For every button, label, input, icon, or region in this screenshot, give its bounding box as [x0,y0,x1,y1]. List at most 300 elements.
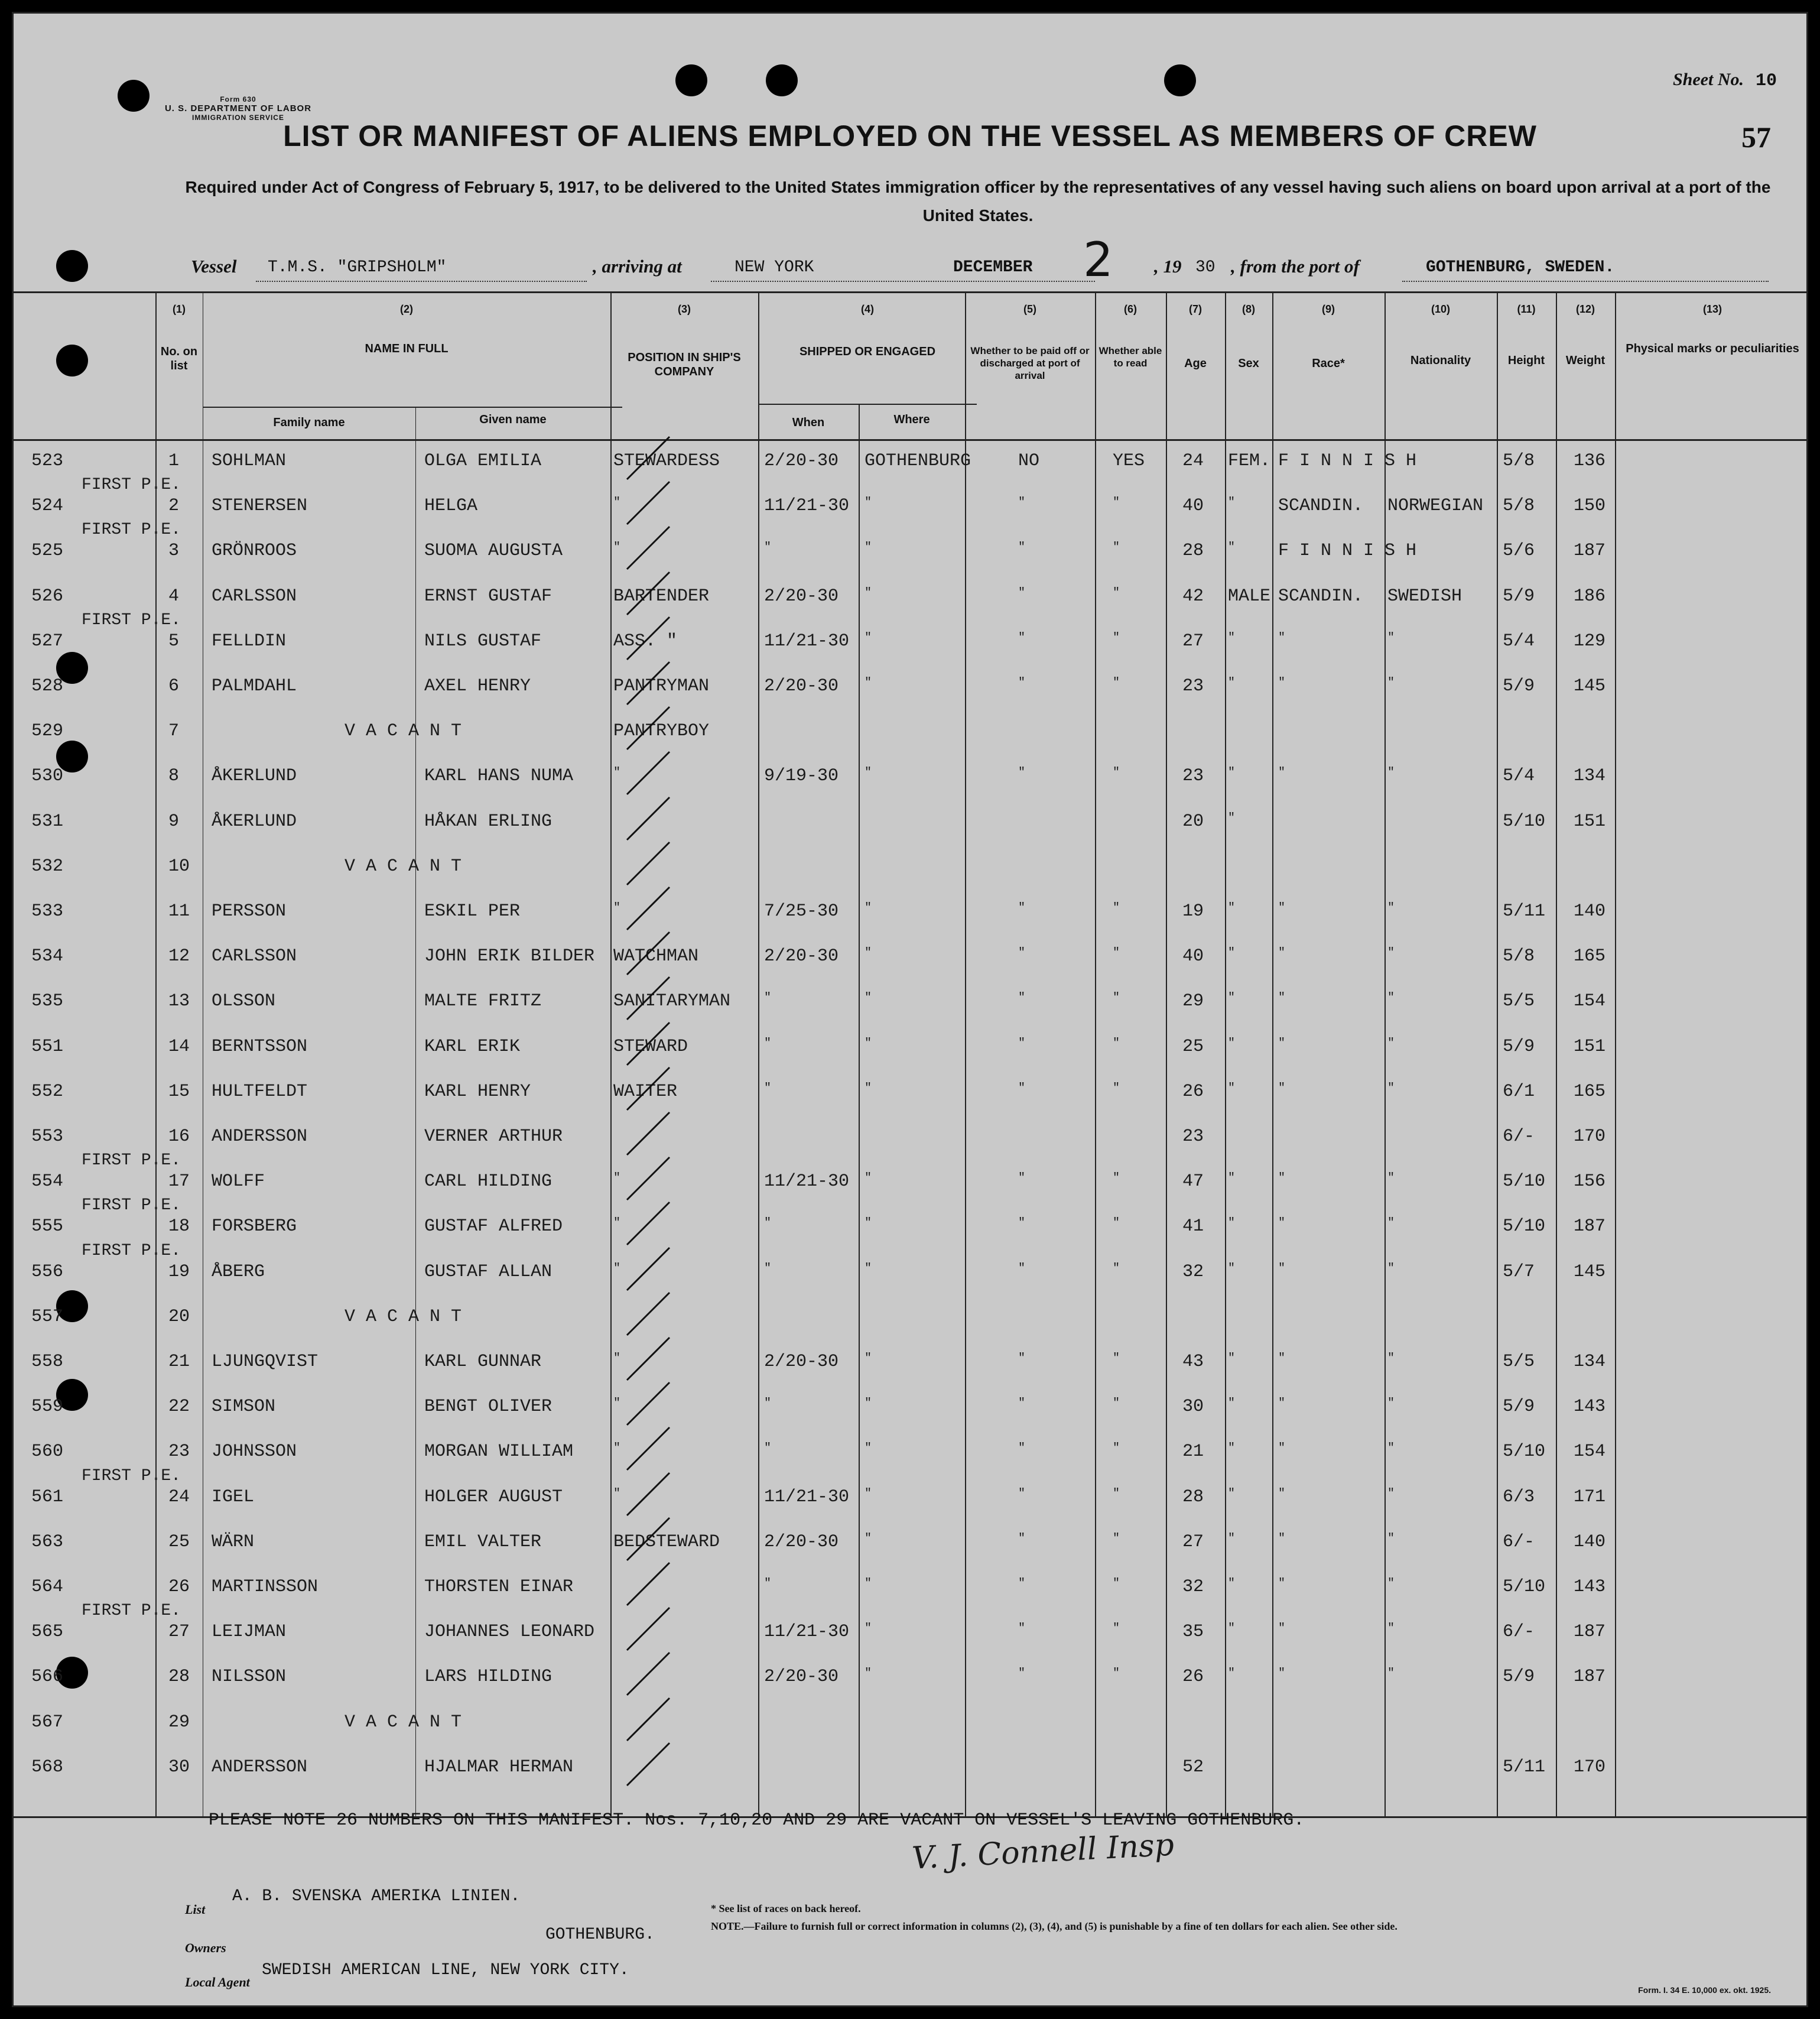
paid-off: " [1018,1397,1026,1411]
sex: " [1228,1036,1236,1050]
ref-number: 551 [31,1036,64,1057]
ref-number: 555 [31,1216,64,1237]
race-note: * See list of races on back hereof. [711,1903,861,1914]
ref-number: 559 [31,1397,64,1417]
race: " [1278,901,1286,915]
height: 5/10 [1503,1171,1546,1192]
list-number: 13 [168,991,190,1012]
weight: 187 [1574,1216,1606,1237]
weight: 187 [1574,541,1606,561]
race: " [1278,631,1286,645]
weight: 156 [1574,1171,1606,1192]
paid-off: " [1018,766,1026,780]
check-mark-icon [622,1739,675,1793]
ref-number: 554 [31,1171,64,1192]
table-row [14,611,1808,667]
list-number: 2 [168,496,180,517]
inspector-signature: V. J. Connell Insp [911,1827,1175,1877]
list-number: 23 [168,1442,190,1462]
shipped-when: 2/20-30 [764,586,839,606]
given-name: ERNST GUSTAF [424,586,552,606]
able-to-read: " [1113,1531,1120,1546]
shipped-when: " [764,1442,772,1456]
row-note: FIRST P.E. [82,1241,181,1260]
age: 23 [1182,766,1204,787]
age: 28 [1182,541,1204,561]
row-note: FIRST P.E. [82,521,181,540]
list-number: 18 [168,1216,190,1237]
list-number: 27 [168,1622,190,1643]
form-number: Form 630 [220,95,256,103]
table-row [14,521,1808,576]
age: 47 [1182,1171,1204,1192]
weight: 134 [1574,1352,1606,1372]
table-row [14,1602,1808,1657]
position: WAITER [613,1081,678,1102]
height: 5/9 [1503,1036,1535,1057]
sex: " [1228,901,1236,915]
height: 6/- [1503,1622,1535,1643]
paid-off: " [1018,676,1026,690]
table-row [14,1667,1808,1702]
given-name: JOHANNES LEONARD [424,1622,595,1643]
col4-label: SHIPPED OR ENGAGED [799,345,936,358]
position: " [613,1442,621,1456]
col12-num: (12) [1575,303,1595,315]
shipped-where: " [864,1216,872,1231]
table-row [14,1466,1808,1523]
page-number: 57 [1741,121,1771,154]
agency-line-1: U. S. DEPARTMENT OF LABOR [164,103,312,113]
position: " [613,1352,621,1365]
height: 5/9 [1503,586,1535,606]
vessel-name: T.M.S. "GRIPSHOLM" [268,258,447,277]
weight: 154 [1574,1442,1606,1462]
ref-number: 557 [31,1306,64,1327]
race: " [1278,946,1286,960]
position: STEWARD [613,1036,688,1057]
age: 35 [1182,1622,1204,1643]
ref-number: 531 [31,811,64,832]
shipped-when: " [764,1577,772,1590]
shipped-where: " [864,1261,872,1275]
height: 5/5 [1503,991,1535,1012]
shipped-when: " [764,1261,772,1275]
table-row [14,1151,1808,1207]
sex: " [1228,1261,1236,1275]
ref-number: 566 [31,1667,64,1687]
position: " [613,1261,621,1275]
family-name: V A C A N T [344,1712,462,1732]
form-reference: Form. I. 34 E. 10,000 ex. okt. 1925. [1638,1985,1771,1995]
col6-label: Whether able to read [1098,345,1162,369]
shipped-where: " [864,946,872,960]
table-row [14,476,1808,531]
shipped-where: " [864,1531,872,1546]
list-number: 1 [168,451,180,471]
height: 5/10 [1503,1577,1546,1597]
able-to-read: " [1113,1667,1120,1681]
nationality: " [1387,1577,1395,1590]
col4-when: When [792,416,825,429]
shipped-when: " [764,991,772,1005]
ref-number: 558 [31,1352,64,1372]
race: " [1278,1352,1286,1365]
sex: " [1228,766,1236,780]
table-row [14,991,1808,1027]
col8-label: Sex [1238,357,1259,370]
nationality: " [1387,1352,1395,1365]
race: " [1278,676,1286,690]
height: 6/- [1503,1531,1535,1552]
position: " [613,1216,621,1231]
col9-num: (9) [1322,303,1335,315]
sheet-label: Sheet No. [1672,70,1744,89]
ref-number: 529 [31,721,64,742]
nationality: " [1387,1397,1395,1411]
list-number: 21 [168,1352,190,1372]
col2-family: Family name [273,416,345,429]
sheet-number [1673,70,1777,91]
family-name: ÅBERG [212,1261,265,1282]
height: 5/8 [1503,496,1535,517]
race: " [1278,1486,1286,1501]
table-row [14,1082,1808,1117]
age: 21 [1182,1442,1204,1462]
page-subtitle: Required under Act of Congress of February 5, 1917, to be delivered to the United States immigration officer by the representatives of any vessel having such aliens on board upon arrival at a port of the United States. [185,178,1771,225]
position: " [613,1486,621,1501]
table-row [14,1196,1808,1252]
height: 6/3 [1503,1486,1535,1507]
weight: 143 [1574,1577,1606,1597]
list-number: 10 [168,856,190,877]
shipped-when: 2/20-30 [764,1667,839,1687]
weight: 151 [1574,1036,1606,1057]
given-name: KARL HENRY [424,1081,531,1102]
age: 26 [1182,1667,1204,1687]
weight: 187 [1574,1622,1606,1643]
given-name: KARL HANS NUMA [424,766,574,787]
paid-off: NO [1018,451,1040,471]
given-name: MORGAN WILLIAM [424,1442,574,1462]
race: " [1278,766,1286,780]
col11-num: (11) [1517,303,1536,315]
able-to-read: " [1113,1081,1120,1095]
punch-hole [118,80,150,112]
col4-num: (4) [861,303,874,315]
weight: 186 [1574,586,1606,606]
crew-table [14,291,1808,1852]
family-name: JOHNSSON [212,1442,297,1462]
shipped-where: " [864,496,872,510]
race: " [1278,1442,1286,1456]
col7-label: Age [1184,357,1207,370]
nationality: " [1387,766,1395,780]
agency-line-2: IMMIGRATION SERVICE [192,113,284,122]
list-number: 16 [168,1127,190,1147]
age: 40 [1182,496,1204,517]
paid-off: " [1018,496,1026,510]
shipped-when: 2/20-30 [764,1531,839,1552]
row-note: FIRST P.E. [82,1602,181,1621]
race: " [1278,1081,1286,1095]
family-name: HULTFELDT [212,1081,308,1102]
weight: 140 [1574,901,1606,921]
family-name: SIMSON [212,1397,276,1417]
shipped-when: " [764,1216,772,1231]
age: 27 [1182,631,1204,651]
arriving-port: NEW YORK [734,258,814,277]
table-row [14,721,1808,757]
col12-label: Weight [1565,354,1606,367]
height: 5/10 [1503,811,1546,832]
penalty-note: NOTE.—Failure to furnish full or correct information in columns (2), (3), (4), and (5) is punishable by a fine of ten dollars for each alien. See other side. [711,1920,1398,1932]
ref-number: 568 [31,1757,64,1777]
family-name: BERNTSSON [212,1036,308,1057]
row-note: FIRST P.E. [82,476,181,495]
list-number: 22 [168,1397,190,1417]
weight: 145 [1574,1261,1606,1282]
shipped-when: 11/21-30 [764,1622,850,1643]
able-to-read: " [1113,541,1120,555]
position: " [613,901,621,915]
weight: 165 [1574,1081,1606,1102]
shipped-when: 11/21-30 [764,631,850,651]
race: SCANDIN. [1278,496,1364,517]
given-name: SUOMA AUGUSTA [424,541,563,561]
nationality: " [1387,901,1395,915]
sex: FEM. [1228,451,1271,471]
age: 23 [1182,676,1204,696]
age: 30 [1182,1397,1204,1417]
nationality: " [1387,1261,1395,1275]
paid-off: " [1018,1352,1026,1365]
position: " [613,1171,621,1186]
shipped-where: " [864,991,872,1005]
weight: 129 [1574,631,1606,651]
given-name: HÅKAN ERLING [424,811,552,832]
height: 5/11 [1503,1757,1546,1777]
ref-number: 533 [31,901,64,921]
race: " [1278,1667,1286,1681]
list-number: 7 [168,721,180,742]
race: " [1278,1171,1286,1186]
height: 5/6 [1503,541,1535,561]
height: 5/10 [1503,1442,1546,1462]
age: 28 [1182,1486,1204,1507]
list-number: 5 [168,631,180,651]
col9-label: Race* [1312,357,1345,370]
age: 23 [1182,1127,1204,1147]
age: 43 [1182,1352,1204,1372]
shipped-where: " [864,1667,872,1681]
able-to-read: " [1113,991,1120,1005]
height: 5/10 [1503,1216,1546,1237]
paid-off: " [1018,991,1026,1005]
shipped-where: " [864,1397,872,1411]
sex: " [1228,1216,1236,1231]
sex: " [1228,1352,1236,1365]
race: " [1278,991,1286,1005]
able-to-read: " [1113,1352,1120,1365]
family-name: V A C A N T [344,856,462,877]
nationality: " [1387,991,1395,1005]
weight: 151 [1574,811,1606,832]
table-row [14,1577,1808,1612]
able-to-read: " [1113,1171,1120,1186]
given-name: LARS HILDING [424,1667,552,1687]
race: " [1278,1216,1286,1231]
race: " [1278,1531,1286,1546]
shipped-when: 11/21-30 [764,1486,850,1507]
page-title: LIST OR MANIFEST OF ALIENS EMPLOYED ON THE VESSEL AS MEMBERS OF CREW [283,119,1537,152]
vessel-label: Vessel [191,256,237,277]
height: 5/9 [1503,676,1535,696]
shipped-when: 2/20-30 [764,676,839,696]
able-to-read: " [1113,1577,1120,1590]
list-number: 20 [168,1306,190,1327]
family-name: OLSSON [212,991,276,1012]
table-row [14,856,1808,892]
shipped-when: " [764,1081,772,1095]
col5-label: Whether to be paid off or discharged at port of arrival [970,345,1090,381]
col1-num: (1) [173,303,186,315]
family-name: CARLSSON [212,946,297,967]
ref-number: 552 [31,1081,64,1102]
weight: 134 [1574,766,1606,787]
ref-number: 564 [31,1577,64,1597]
position: PANTRYMAN [613,676,710,696]
able-to-read: " [1113,631,1120,645]
table-row [14,812,1808,847]
shipped-where: " [864,541,872,555]
position: " [613,496,621,510]
col3-num: (3) [678,303,691,315]
paid-off: " [1018,1216,1026,1231]
given-name: CARL HILDING [424,1171,552,1192]
position: " [613,1397,621,1411]
given-name: GUSTAF ALFRED [424,1216,563,1237]
shipped-when: 7/25-30 [764,901,839,921]
able-to-read: " [1113,766,1120,780]
paid-off: " [1018,1531,1026,1546]
position: " [613,541,621,555]
sex: " [1228,631,1236,645]
sheet-value: 10 [1755,71,1777,91]
agency-header [150,95,327,122]
manifest-page [12,12,1808,2007]
shipped-when: 9/19-30 [764,766,839,787]
col1-label: No. on list [160,345,198,372]
shipped-where: " [864,1036,872,1050]
sex: " [1228,1531,1236,1546]
row-note: FIRST P.E. [82,611,181,629]
ref-number: 556 [31,1261,64,1282]
ref-number: 523 [31,451,64,471]
shipped-where: GOTHENBURG [864,451,971,471]
list-number: 12 [168,946,190,967]
able-to-read: " [1113,1036,1120,1050]
table-row [14,1532,1808,1567]
height: 6/1 [1503,1081,1535,1102]
family-name: STENERSEN [212,496,308,517]
table-row [14,1757,1808,1793]
ref-number: 553 [31,1127,64,1147]
family-name: ANDERSSON [212,1757,308,1777]
family-name: V A C A N T [344,721,462,742]
table-row [14,946,1808,982]
shipped-where: " [864,766,872,780]
family-name: FORSBERG [212,1216,297,1237]
col7-num: (7) [1189,303,1202,315]
ref-number: 560 [31,1442,64,1462]
col4-where: Where [893,413,930,426]
age: 24 [1182,451,1204,471]
list-number: 6 [168,676,180,696]
shipped-where: " [864,1622,872,1636]
family-name: ÅKERLUND [212,811,297,832]
table-row [14,1397,1808,1432]
family-name: WOLFF [212,1171,265,1192]
agent-value: SWEDISH AMERICAN LINE, NEW YORK CITY. [262,1961,629,1979]
paid-off: " [1018,541,1026,555]
nationality: " [1387,1622,1395,1636]
table-row [14,451,1808,486]
given-name: ESKIL PER [424,901,521,921]
table-row [14,1241,1808,1297]
list-number: 30 [168,1757,190,1777]
ref-number: 525 [31,541,64,561]
height: 5/11 [1503,901,1546,921]
able-to-read: " [1113,586,1120,600]
shipped-where: " [864,901,872,915]
sex: " [1228,1081,1236,1095]
list-number: 11 [168,901,190,921]
weight: 165 [1574,946,1606,967]
position: STEWARDESS [613,451,720,471]
table-row [14,901,1808,937]
family-name: CARLSSON [212,586,297,606]
shipped-when: " [764,1397,772,1411]
sex: " [1228,1622,1236,1636]
sex: " [1228,1577,1236,1590]
col10-label: Nationality [1410,354,1471,367]
ref-number: 528 [31,676,64,696]
position: ASS. " [613,631,678,651]
col13-num: (13) [1702,303,1722,315]
family-name: FELLDIN [212,631,287,651]
able-to-read: YES [1113,451,1145,471]
nationality: " [1387,676,1395,690]
table-row [14,1352,1808,1387]
nationality: " [1387,1081,1395,1095]
nationality: SWEDISH [1387,586,1462,606]
table-row [14,1442,1808,1477]
nationality: " [1387,1486,1395,1501]
age: 19 [1182,901,1204,921]
sex: MALE [1228,586,1271,606]
paid-off: " [1018,1261,1026,1275]
col2-label: NAME IN FULL [365,342,448,355]
position: BARTENDER [613,586,710,606]
given-name: EMIL VALTER [424,1531,542,1552]
family-name: V A C A N T [344,1306,462,1327]
family-name: PERSSON [212,901,287,921]
list-number: 4 [168,586,180,606]
weight: 140 [1574,1531,1606,1552]
col11-label: Height [1507,354,1545,367]
race: " [1278,1622,1286,1636]
